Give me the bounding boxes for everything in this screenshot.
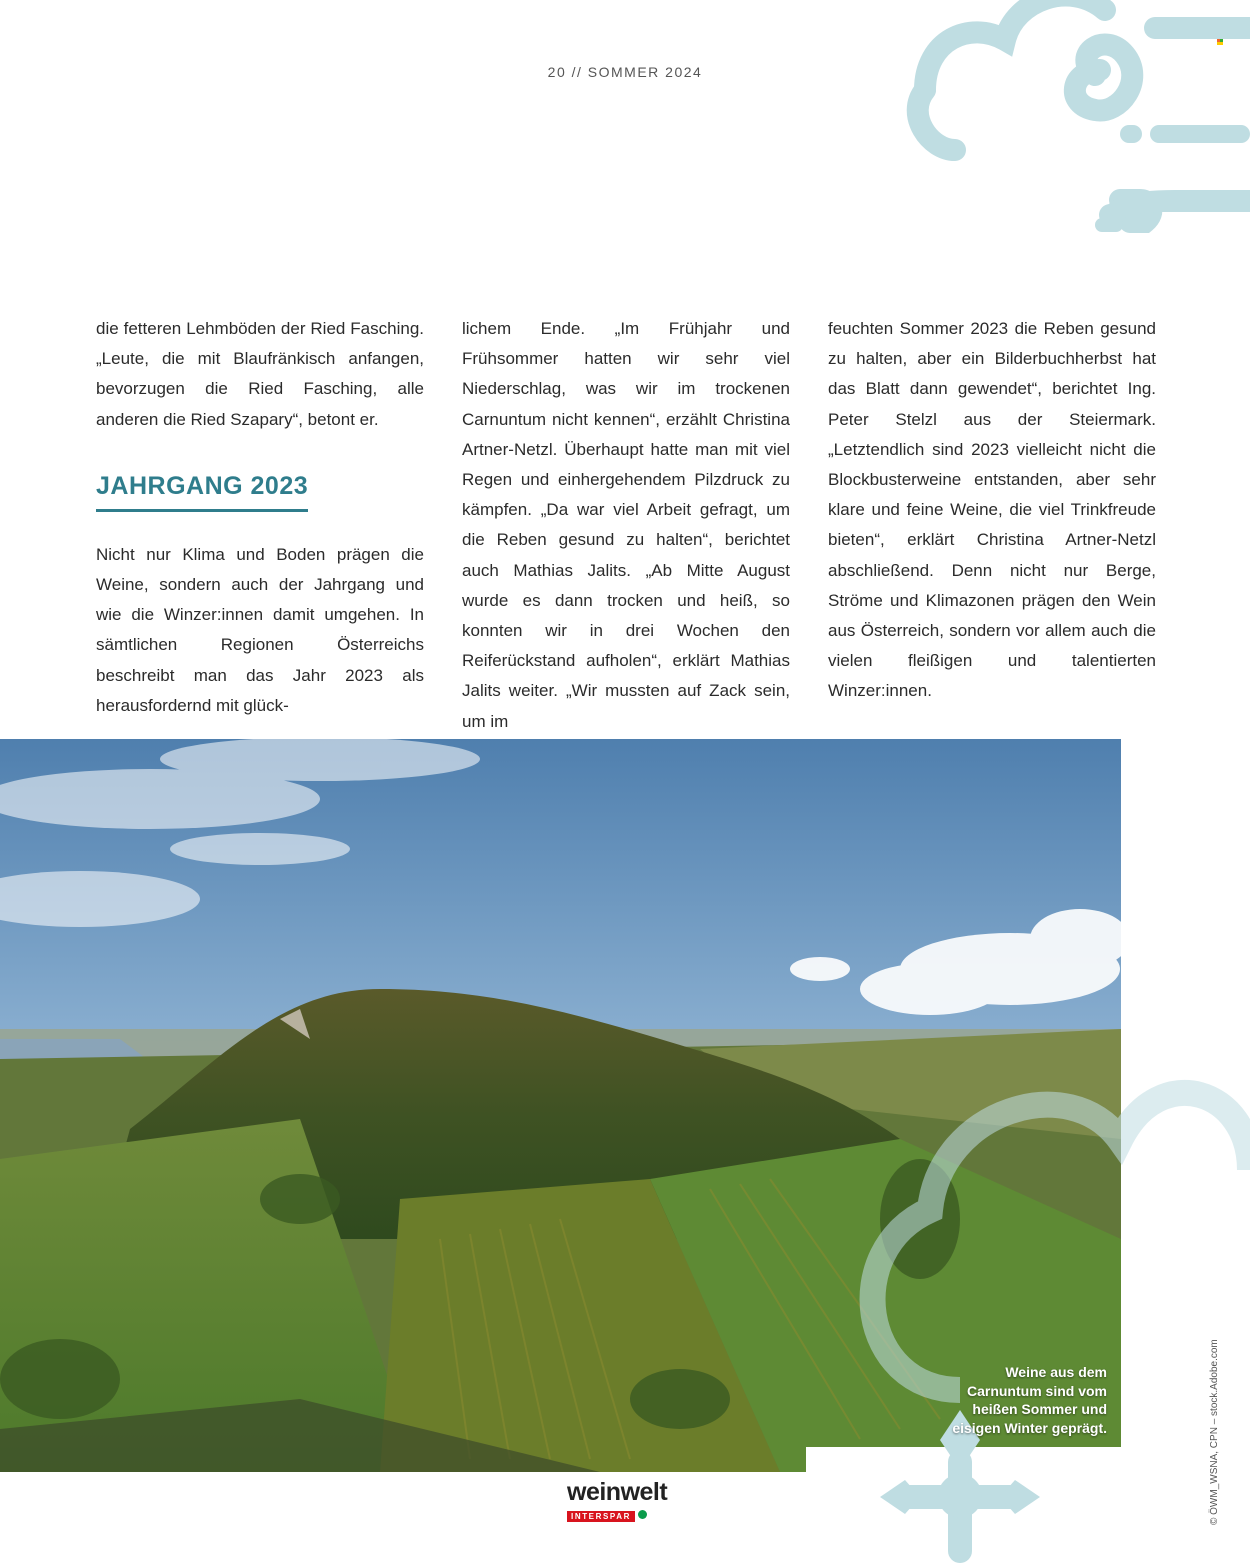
caption-line: Carnuntum sind vom — [966, 1382, 1107, 1399]
section-heading: JAHRGANG 2023 — [96, 471, 308, 512]
photo-caption — [952, 1363, 1107, 1437]
paragraph: Nicht nur Klima und Boden prägen die Weine, sondern auch der Jahrgang und wie die Winzer:innen damit umgehen. In sämtlichen Regionen Österreichs beschreibt man das Jahr 2023 als herausfordernd mit glück- — [96, 544, 424, 715]
caption-line: Weine aus dem — [1005, 1364, 1107, 1380]
page-folio: 20 // SOMMER 2024 — [547, 64, 703, 80]
color-marker-icon — [1217, 32, 1225, 38]
paragraph: die fetteren Lehmböden der Ried Fasching. „Leute, die mit Blaufränkisch anfangen, bevorzugen die Ried Fasching, alle anderen die Ried Szapary“, betont er. — [96, 319, 424, 429]
text-column-3 — [828, 314, 1156, 707]
logo-wordmark: weinwelt — [567, 1478, 668, 1506]
photo-credit: © ÖWM_WSNA, CPN – stock.Adobe.com — [1209, 1339, 1220, 1525]
caption-line: heißen Sommer und — [972, 1401, 1107, 1417]
cloud-wind-icon — [895, 0, 1250, 240]
caption-line: eisigen Winter geprägt. — [952, 1419, 1107, 1436]
weinwelt-logo — [567, 1478, 687, 1524]
paragraph: lichem Ende. „Im Frühjahr und Frühsommer hatten wir sehr viel Niederschlag, was wir im trockenen Carnuntum nicht kennen“, erzählt Christina Artner-Netzl. Überhaupt hatte man mit viel Regen und einhergehendem Pilzdruck zu kämpfen. „Da war viel Arbeit gefragt, um die Reben gesund zu halten“, berichtet auch Mathias Jalits. „Ab Mitte August wurde es dann trocken und heiß, so konnten wir in drei Wochen den Reiferückstand aufholen“, erklärt Mathias Jalits weiter. „Wir mussten auf Zack sein, um im — [462, 319, 790, 731]
logo-interspar-bar: INTERSPAR — [567, 1511, 635, 1522]
text-column-2 — [462, 314, 790, 737]
paragraph: feuchten Sommer 2023 die Reben gesund zu halten, aber ein Bilderbuchherbst hat das Blatt dann gewendet“, berichtet Ing. Peter Stelzl aus der Steiermark. „Letztendlich sind 2023 vielleicht nicht die Blockbusterweine entstanden, aber sehr klare und feine Weine, die viel Trinkfreude bieten“, erklärt Christina Artner-Netzl abschließend. Denn nicht nur Berge, Ströme und Klimazonen prägen den Wein aus Österreich, sondern vor allem auch die vielen fleißigen und talentierten Winzer:innen. — [828, 319, 1156, 701]
text-column-1 — [96, 314, 424, 721]
logo-dot-icon — [638, 1510, 647, 1519]
